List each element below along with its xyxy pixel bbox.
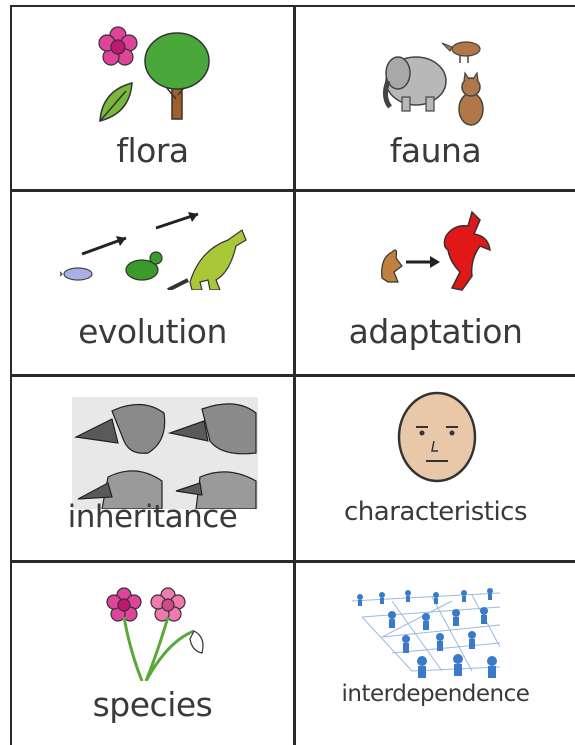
card-label: interdependence — [341, 681, 530, 707]
species-flowers-icon — [98, 581, 218, 681]
card-label: fauna — [389, 131, 482, 170]
card-interdependence — [296, 563, 575, 745]
card-characteristics — [296, 377, 575, 560]
card-label: flora — [116, 131, 189, 170]
card-label: evolution — [78, 312, 227, 351]
card-flora — [12, 7, 293, 189]
card-fauna — [296, 7, 575, 189]
card-evolution — [12, 192, 293, 374]
flora-icon — [92, 21, 212, 131]
card-label: species — [92, 685, 213, 724]
card-label: inheritance — [67, 499, 238, 535]
card-adaptation — [296, 192, 575, 374]
card-species — [12, 563, 293, 745]
face-icon — [394, 389, 480, 485]
fauna-icon — [376, 31, 496, 131]
card-label: adaptation — [348, 312, 523, 351]
card-label: characteristics — [343, 497, 528, 527]
network-people-icon — [352, 587, 500, 683]
evolution-icon — [60, 210, 250, 290]
card-inheritance — [12, 377, 293, 560]
finch-beaks-picture — [72, 397, 258, 509]
adaptation-icon — [376, 206, 496, 296]
